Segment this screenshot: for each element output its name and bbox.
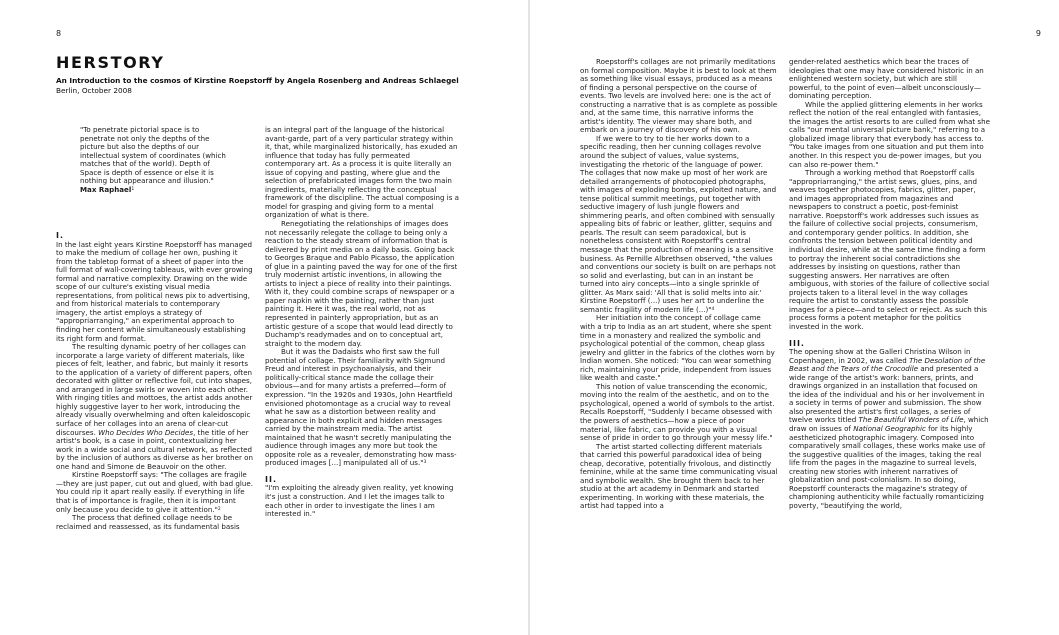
paragraph: Kirstine Roepstorff says: "The collages are fragile—they are just paper, cut out and glued, with bad glue. You could rip it apart really easily. If everything in life that is of importance is fragile, then it is important only because you decide to give it attention."$^2$ — [56, 470, 254, 514]
page-number-left: 8 — [56, 29, 62, 38]
paragraph: The artist started collecting different materials that carried this powerful paradoxical idea of being cheap, decorative, potentially frivolous, and distinctly feminine, while at the same time communicating visual and symbolic wealth. She brought them back to her studio at the art academy in Denmark and started experimenting. In working with these materials, the artist had tapped into a — [580, 441, 778, 511]
paragraph: "I'm exploiting the already given reality, yet knowing it's just a construction. And I let the images talk to each other in order to investigate the lines I am interested in." — [265, 483, 454, 519]
column-4 — [789, 58, 990, 510]
paragraph: gender-related aesthetics which bear the traces of ideologies that one may have considered historic in an enlightened western society, but which are still powerful, to the point of even—albeit unconsciously—dominating perception. — [789, 57, 984, 101]
footnote-ref: 3 — [423, 460, 427, 466]
right-page — [530, 0, 1059, 635]
paragraph: Through a working method that Roepstorff calls "appropriarranging," the artist sews, glues, pins, and weaves together photocopies, fabrics, glitter, paper, and images appropriated from magazines and newspapers to construct a poetic, post-feminist narrative. Roepstorff's work addresses such issues as the failure of collective social projects, consumerism, and contemporary gender politics. In addition, she confronts the tension between political identity and individual desire, while at the same time finding a form to portray the inherent social contradictions she addresses by insisting on questions, rather than suggesting answers. Her narratives are often ambiguous, with stories of the failure of collective social projects taken to a literal level in the way collages require the artist to constantly assess the possible images for a piece—and to select or reject. As such this process forms a potent metaphor for the politics invested in the work. — [789, 168, 990, 331]
epigraph-text: "To penetrate pictorial space is to penetrate not only the depths of the picture but also the depths of our intellectual system of coordinates (which matches that of the world). Depth of Space is depth of essence or else it is nothing but appearance and illusion." — [80, 125, 226, 186]
article-title: HERSTORY — [56, 53, 165, 72]
paragraph: The resulting dynamic poetry of her collages can incorporate a large variety of different materials, like pieces of felt, leather, and fabric, but mainly it resorts to the application of a variety of different papers, often decorated with glitter or reflective foil, cut into shapes, and arranged in large swirls or woven into each other. With ringing titles and mottoes, the artist adds another highly suggestive layer to her work, introducing the already visually overwhelming and often kaleidoscopic surface of her collages into an arena of clear-cut discourses. Who Decides Who Decides, the title of her artist's book, is a case in point, contextualizing her work in a wide social and cultural network, as reflected by the inclusion of authors as diverse as her brother on one hand and Simone de Beauvoir on the other. — [56, 342, 254, 471]
section-heading-2: II. — [265, 474, 277, 484]
epigraph-author: Max Raphael — [80, 184, 132, 194]
paragraph: In the last eight years Kirstine Roepstorff has managed to make the medium of collage her own, pushing it from the tabletop format of a sheet of paper into the full format of wall-covering tableaus, with ever growing formal and narrative complexity. Drawing on the wide scope of our culture's existing visual media representations, from political news pix to advertising, and from historical materials to contemporary imagery, the artist employs a strategy of "appropriarranging," an experimental approach to finding her content while simultaneously establishing its right form and format. — [56, 239, 253, 343]
paragraph: This notion of value transcending the economic, moving into the realm of the aesthetic, and on to the psychological, opened a world of symbols to the artist. Recalls Roepstorff, "Suddenly I became obsessed with the powers of aesthetics—how a piece of poor material, like fabric, can provide you with a visual sense of pride in order to go through your messy life." — [580, 381, 775, 443]
paragraph: Renegotiating the relationships of images does not necessarily relegate the collage to being only a reaction to the steady stream of information that is delivered by print media on a daily basis. Going back to Georges Braque and Pablo Picasso, the application of glue in a painting paved the way for one of the first truly modernist artistic inventions, in allowing the artists to inject a piece of reality into their paintings. With it, they could combine scraps of newspaper or a paper napkin with the painting, rather than just painting it. Here it was, the real world, not as represented in painterly appropriation, but as an artistic gesture of a scope that would lead directly to Duchamp's readymades and on to conceptual art, straight to the modern day. — [265, 219, 458, 348]
page-number-right: 9 — [1035, 29, 1041, 38]
article-subtitle: An Introduction to the cosmos of Kirstine Roepstorff by Angela Rosenberg and Andreas Schlaegel — [56, 76, 459, 85]
left-page — [0, 0, 529, 635]
paragraph: Her initiation into the concept of collage came with a trip to India as an art student, where she spent time in a monastery and realized the symbolic and psychological potential of the common, cheap glass jewelry and glitter in the fabrics of the clothes worn by Indian women. She noticed: "You can wear something rich, maintaining your pride, independent from issues like wealth and caste." — [580, 313, 775, 383]
paragraph: But it was the Dadaists who first saw the full potential of collage. Their familiarity with Sigmund Freud and interest in psychoanalysis, and their politically-critical stance made the collage their obvious—and for many artists a preferred—form of expression. "In the 1920s and 1930s, John Heartfield envisioned photomontage as a crucial way to reveal what he saw as a distortion between reality and appearance in both explicit and hidden messages carried by the mainstream media. The artist maintained that he wasn't secretly manipulating the audience through images any more but took the opposite role as a revealer, demonstrating how mass-produced images [...] manipulated all of us."$^3$ — [265, 347, 457, 468]
footnote-ref: 4 — [711, 306, 715, 312]
article-dateline: Berlin, October 2008 — [56, 86, 132, 95]
footnote-ref: 2 — [217, 506, 221, 512]
paragraph: Roepstorff's collages are not primarily meditations on formal composition. Maybe it is best to look at them as something like visual essays, produced as a means of finding a personal perspective on the course of events. Two levels are involved here: one is the act of constructing a narrative that is as complete as possible and, at the same time, this narrative informs the artist's identity. The viewer may share both, and embark on a journey of discovery of his own. — [580, 57, 778, 135]
paragraph: If we were to try to tie her works down to a specific reading, then her cunning collages revolve around the subject of values, value systems, investigating the rhetoric of the language of power. The collages that now make up most of her work are detailed arrangements of photocopied photographs, with images of exploding bombs, exploited nature, and tense political summit meetings, put together with seductive imagery of lush jungle flowers and shimmering pearls, and often combined with sensually appealing bits of fabric or leather, glitter, sequins and pearls. The result can seem paradoxical, but is nonetheless consistent with Roepstorff's central message that the production of meaning is a sensitive business. As Pernille Albrethsen observed, "the values and conventions our society is built on are perhaps not so solid and everlasting, but can in an instant be turned into airy concepts—into a single sprinkle of glitter. As Marx said: 'All that is solid melts into air.' Kirstine Roepstorff (...) uses her art to underline the semantic fragility of modern life (...)"$^4$ — [580, 133, 777, 314]
paragraph: is an integral part of the language of the historical avant-garde, part of a very particular strategy within it, that, while marginalized historically, has exuded an influence that today has fully permeated contemporary art. As a process it is quite literally an issue of copying and pasting, where glue and the selection of prefabricated images form the two main ingredients, materially reflecting the conceptual framework of the discipline. The actual composing is a model for grasping and giving form to a mental organization of what is there. — [265, 125, 460, 220]
footnote-ref: 1 — [131, 186, 135, 192]
paragraph: While the applied glittering elements in her works reflect the notion of the real entangled with fantasies, the images the artist resorts to are culled from what she calls "our mental universal picture bank," referring to a globalized image library that everybody has access to. "You take images from one situation and put them into another. In this respect you de-power images, but you can also re-power them." — [789, 99, 990, 169]
section-heading-3: III. — [789, 338, 805, 348]
column-3 — [580, 58, 778, 511]
paragraph: The opening show at the Galleri Christina Wilson in Copenhagen, in 2002, was called The Desolation of the Beast and the Tears of the Crocodile and presented a wide range of the artist's work: banners, prints, and drawings organized in an installation that focused on the idea of the individual and his or her involvement in a society in terms of power and submission. The show also presented the artist's first collages, a series of twelve works titled The Beautiful Wonders of Life, which draw on issues of National Geographic for its highly aestheticized photographic imagery. Composed into comparatively small collages, these works make use of the suggestive qualities of the images, taking the real life from the pages in the magazine to surreal levels, creating new stories with inherent narratives of globalization and post-colonialism. In so doing, Roepstorff counteracts the magazine's strategy of championing authenticity while factually romanticizing poverty, "beautifying the world, — [789, 347, 989, 510]
section-heading-1: I. — [56, 231, 65, 240]
column-1 — [56, 232, 253, 531]
epigraph — [80, 126, 230, 194]
column-2 — [265, 126, 461, 519]
paragraph: The process that defined collage needs to be reclaimed and reassessed, as its fundamental basis — [56, 513, 240, 531]
